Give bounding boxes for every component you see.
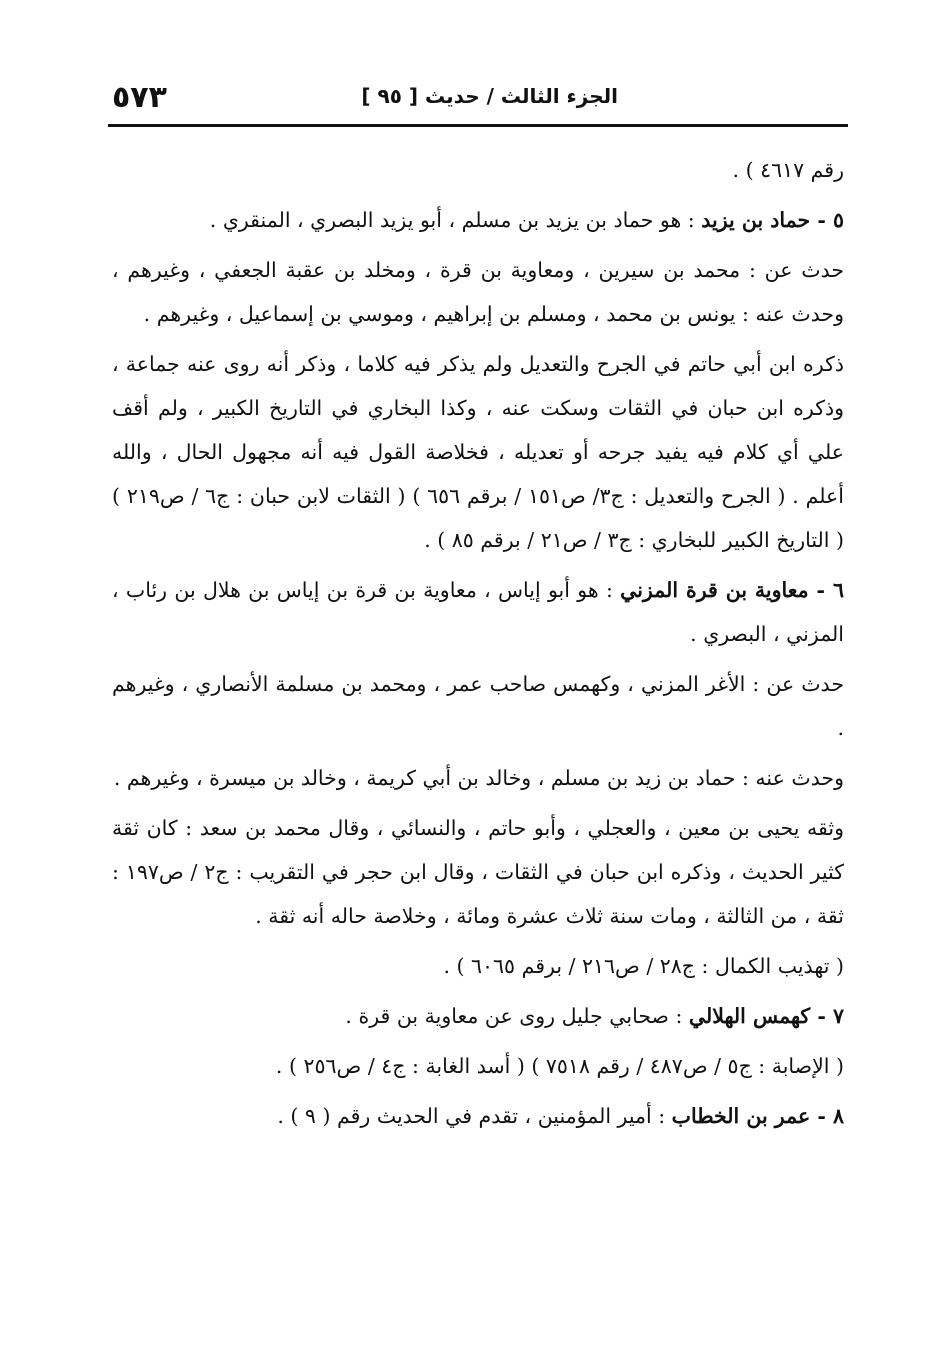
body-text: [112, 148, 844, 1144]
paragraph-text: وحدث عنه : حماد بن زيد بن مسلم ، وخالد بن أبي كريمة ، وخالد بن ميسرة ، وغيرهم .: [113, 766, 844, 790]
paragraph-1: [112, 148, 844, 192]
paragraph-2: [112, 198, 844, 242]
header-title: الجزء الثالث / حديث [ ٩٥ ]: [361, 84, 618, 108]
paragraph-text: حدث عن : محمد بن سيرين ، ومعاوية بن قرة ، ومخلد بن عقبة الجعفي ، وغيرهم ، وحدث عنه : يونس بن محمد ، ومسلم بن إبراهيم ، وموسي بن إسماعيل ، وغيرهم .: [112, 258, 844, 326]
paragraph-text: ذكره ابن أبي حاتم في الجرح والتعديل ولم يذكر فيه كلاما ، وذكر أنه روى عنه جماعة ، وذكره ابن حبان في الثقات وسكت عنه ، وكذا البخاري في التاريخ الكبير ، ولم أقف علي أي كلام فيه يفيد جرحه أو تعديله ، فخلاصة القول فيه أنه مجهول الحال ، والله أعلم . ( الجرح والتعديل : ج٣/ ص١٥١ / برقم ٦٥٦ ) ( الثقات لابن حبان : ج٦ / ص٢١٩ ) ( التاريخ الكبير للبخاري : ج٣ / ص٢١ / برقم ٨٥ ) .: [112, 352, 844, 552]
paragraph-11: [112, 1044, 844, 1088]
paragraph-5: [112, 568, 844, 656]
paragraph-text: وثقه يحيى بن معين ، والعجلي ، وأبو حاتم ، والنسائي ، وقال محمد بن سعد : كان ثقة كثير الحديث ، وذكره ابن حبان في الثقات ، وقال ابن حجر في التقريب : ج٢ / ص١٩٧ : ثقة ، من الثالثة ، ومات سنة ثلاث عشرة ومائة ، وخلاصة حاله أنه ثقة .: [112, 816, 844, 928]
paragraph-9: [112, 944, 844, 988]
paragraph-text: : صحابي جليل روى عن معاوية بن قرة .: [345, 1004, 689, 1028]
page-number: ٥٧٣: [112, 80, 167, 115]
paragraph-text: : هو أبو إياس ، معاوية بن قرة بن إياس بن هلال بن رئاب ، المزني ، البصري .: [112, 578, 844, 646]
entry-heading: ٧ - كهمس الهلالي: [688, 1004, 844, 1028]
paragraph-text: : هو حماد بن يزيد بن مسلم ، أبو يزيد البصري ، المنقري .: [209, 208, 702, 232]
paragraph-text: رقم ٤٦١٧ ) .: [732, 158, 844, 182]
header-rule: [108, 124, 848, 127]
entry-heading: ٨ - عمر بن الخطاب: [671, 1104, 844, 1128]
paragraph-7: [112, 756, 844, 800]
paragraph-text: : أمير المؤمنين ، تقدم في الحديث رقم ( ٩ ) .: [277, 1104, 672, 1128]
paragraph-text: ( الإصابة : ج٥ / ص٤٨٧ / رقم ٧٥١٨ ) ( أسد الغابة : ج٤ / ص٢٥٦ ) .: [275, 1054, 844, 1078]
paragraph-10: [112, 994, 844, 1038]
paragraph-text: ( تهذيب الكمال : ج٢٨ / ص٢١٦ / برقم ٦٠٦٥ ) .: [443, 954, 844, 978]
entry-heading: ٥ - حماد بن يزيد: [701, 208, 844, 232]
paragraph-6: [112, 662, 844, 750]
entry-heading: ٦ - معاوية بن قرة المزني: [620, 578, 844, 602]
paragraph-text: حدث عن : الأغر المزني ، وكهمس صاحب عمر ، ومحمد بن مسلمة الأنصاري ، وغيرهم .: [112, 672, 844, 740]
paragraph-4: [112, 342, 844, 562]
paragraph-3: [112, 248, 844, 336]
paragraph-8: [112, 806, 844, 938]
running-header: [108, 82, 848, 122]
paragraph-12: [112, 1094, 844, 1138]
